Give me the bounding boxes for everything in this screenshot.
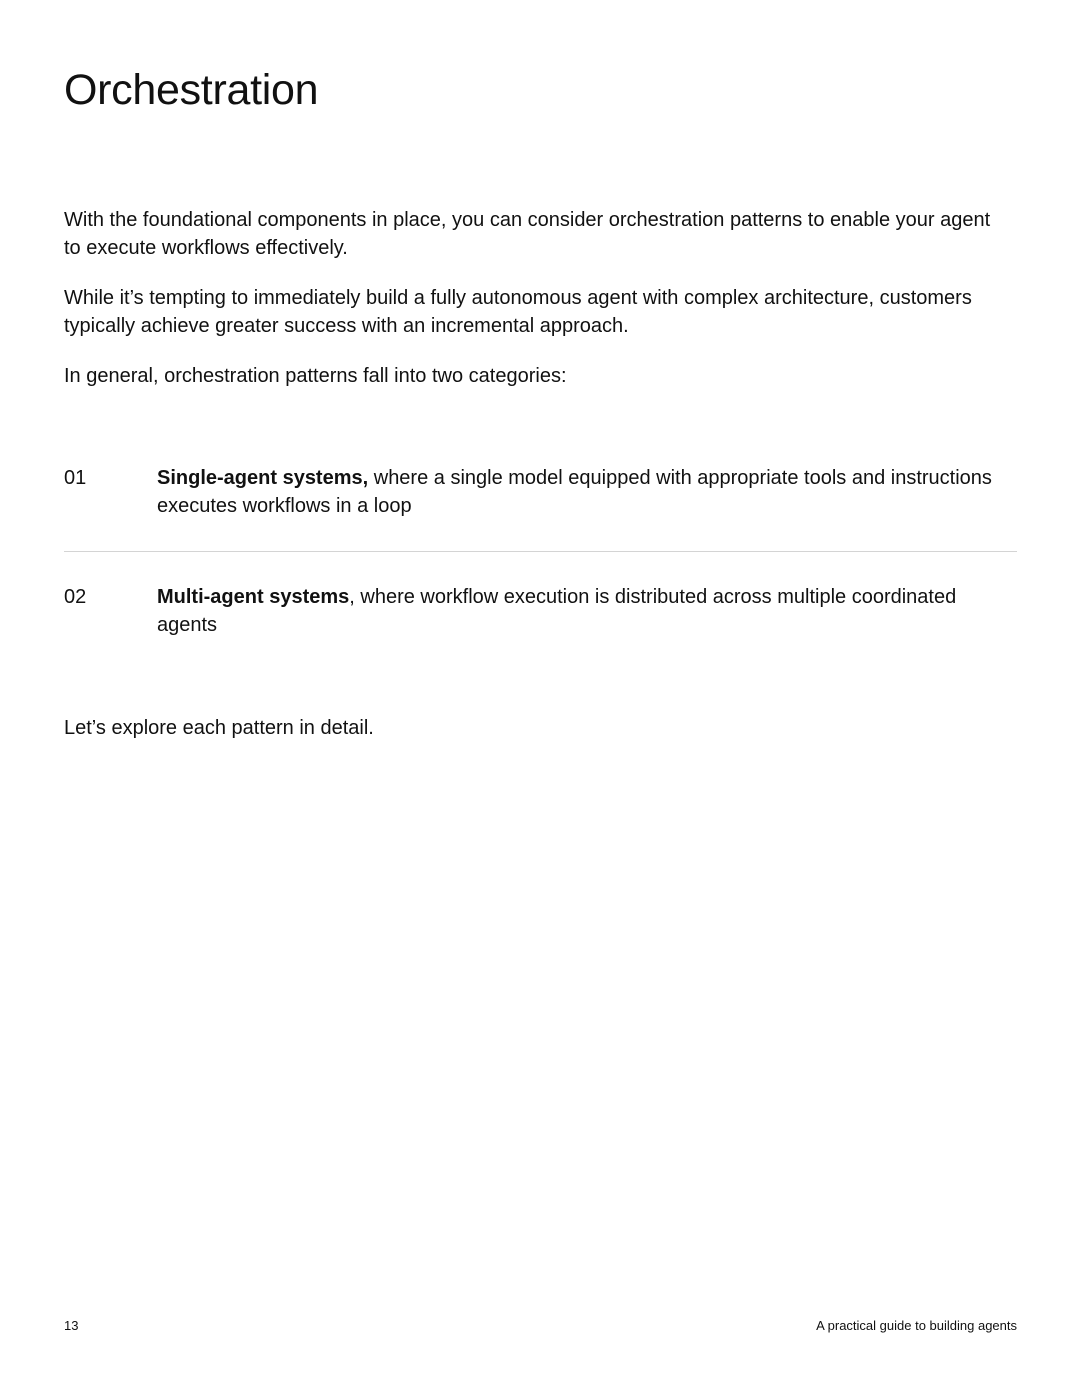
intro-paragraph: With the foundational components in place, you can consider orchestration patterns to enable your agent to execute workflows effectively. [64, 209, 991, 259]
category-detail: , where workflow execution is distributed across multiple coordinated agents [157, 586, 957, 636]
categories-intro-paragraph: In general, orchestration patterns fall into two categories: [64, 365, 567, 387]
category-term: Multi-agent systems [157, 586, 350, 608]
explore-paragraph: Let’s explore each pattern in detail. [64, 717, 374, 739]
category-detail: where a single model equipped with appropriate tools and instructions executes workflows in a loop [157, 467, 992, 517]
footer-page-number: 13 [64, 1318, 79, 1333]
footer-document-title: A practical guide to building agents [816, 1318, 1017, 1333]
tempting-paragraph: While it’s tempting to immediately build a fully autonomous agent with complex architecture, customers typically achieve greater success with an incremental approach. [64, 287, 972, 337]
category-term: Single-agent systems, [157, 467, 369, 489]
page-title: Orchestration [64, 66, 319, 114]
category-description [157, 583, 997, 639]
category-number: 02 [64, 586, 87, 608]
category-divider [64, 551, 1017, 552]
category-number: 01 [64, 467, 87, 489]
category-description [157, 464, 997, 520]
